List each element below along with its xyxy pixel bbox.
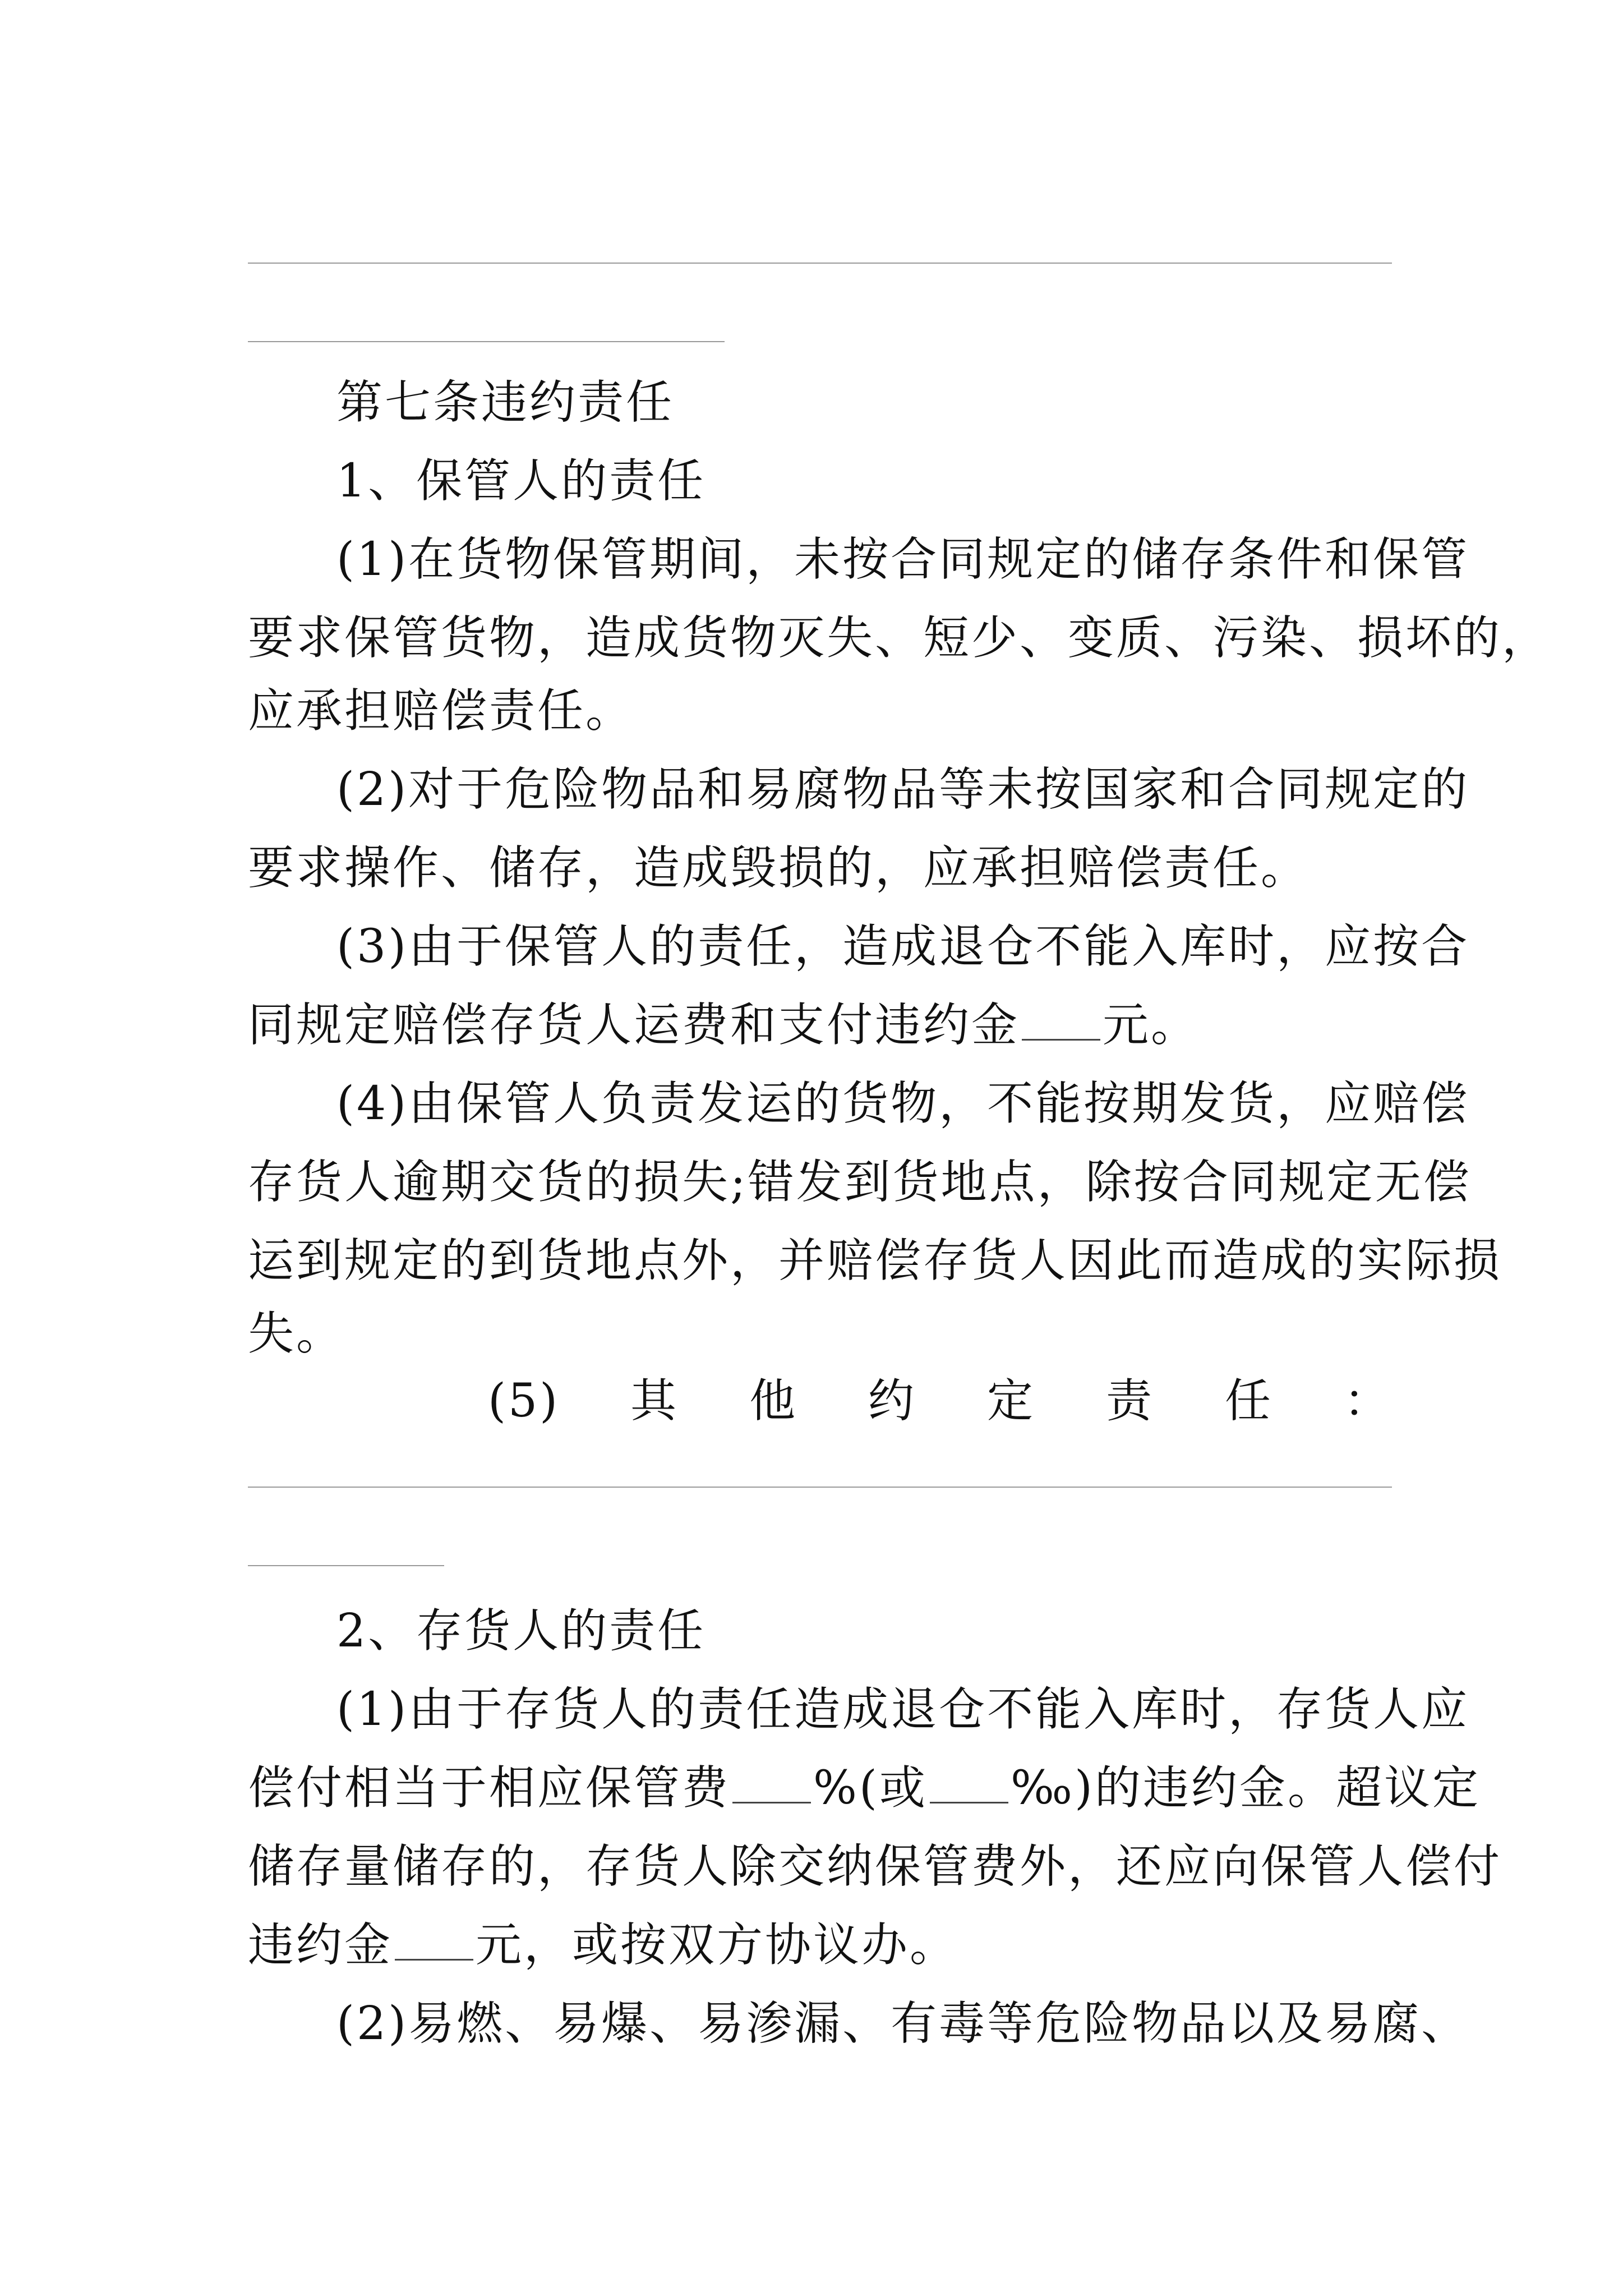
paragraph-line: (1)由于存货人的责任造成退仓不能入库时，存货人应 [336, 1683, 1470, 1736]
section-heading: 2、存货人的责任 [336, 1604, 706, 1658]
paragraph-line: 应承担赔偿责任。 [248, 684, 634, 738]
text-span: 他 [749, 1374, 798, 1428]
text-span: %(或 [813, 1761, 928, 1815]
fill-in-rule [248, 1565, 444, 1566]
text-span: (5) [488, 1374, 560, 1428]
text-span: ‰)的违约金。超议定 [1010, 1761, 1481, 1815]
text-span: 责 [1105, 1374, 1154, 1428]
justified-line [488, 1373, 1392, 1429]
paragraph-line: (4)由保管人负责发运的货物，不能按期发货，应赔偿 [336, 1077, 1470, 1130]
paragraph-line: (3)由于保管人的责任，造成退仓不能入库时，应按合 [336, 920, 1470, 973]
text-span: 违约金 [248, 1918, 393, 1972]
text-span: 元，或按双方协议办。 [476, 1918, 958, 1972]
paragraph-line: 存货人逾期交货的损失;错发到货地点，除按合同规定无偿 [248, 1156, 1472, 1209]
paragraph-line: (2)对于危险物品和易腐物品等未按国家和合同规定的 [336, 763, 1470, 816]
text-span: 任 [1224, 1374, 1273, 1428]
text-span: ： [1343, 1374, 1392, 1428]
text-span: 同规定赔偿存货人运费和支付违约金 [248, 999, 1020, 1052]
paragraph-line: 要求操作、储存，造成毁损的，应承担赔偿责任。 [248, 841, 1310, 895]
text-span: 元。 [1103, 999, 1200, 1052]
paragraph-line: 要求保管货物，造成货物灭失、短少、变质、污染、损坏的， [248, 611, 1551, 665]
paragraph-line: 储存量储存的，存货人除交纳保管费外，还应向保管人偿付 [248, 1840, 1502, 1893]
text-span: 约 [868, 1374, 917, 1428]
paragraph-line: (2)易燃、易爆、易渗漏、有毒等危险物品以及易腐、 [336, 1997, 1470, 2050]
paragraph-line: (1)在货物保管期间，未按合同规定的储存条件和保管 [336, 533, 1470, 586]
fill-in-blank [732, 1763, 811, 1803]
paragraph-line [248, 1760, 1481, 1816]
fill-in-blank [395, 1920, 473, 1961]
text-span: 其 [630, 1374, 679, 1428]
fill-in-rule [248, 341, 725, 342]
text-span: 定 [987, 1374, 1036, 1428]
section-heading: 1、保管人的责任 [336, 454, 706, 508]
paragraph-line [248, 997, 1392, 1053]
text-span: 偿付相当于相应保管费 [248, 1761, 731, 1815]
fill-in-rule [248, 263, 1392, 264]
article-title: 第七条违约责任 [336, 376, 675, 429]
paragraph-line [248, 1917, 1392, 1973]
fill-in-rule [248, 1487, 1392, 1488]
paragraph-line: 运到规定的到货地点外，并赔偿存货人因此而造成的实际损 [248, 1234, 1502, 1287]
fill-in-blank [930, 1763, 1008, 1803]
paragraph-line: 失。 [248, 1307, 345, 1360]
fill-in-blank [1022, 1000, 1100, 1041]
